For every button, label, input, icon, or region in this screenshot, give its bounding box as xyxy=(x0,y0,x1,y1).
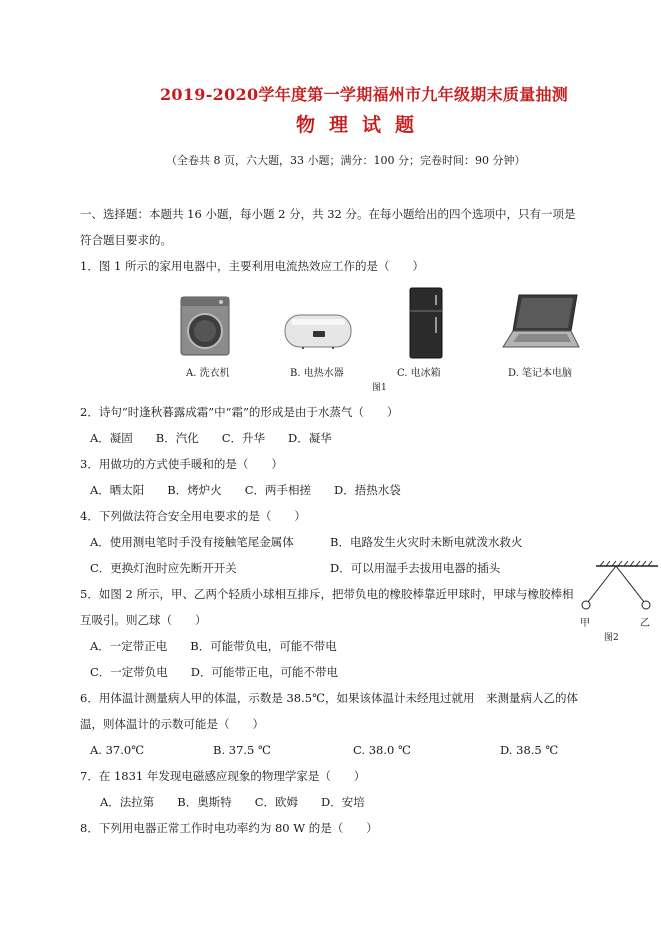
question-5-stem-2: 互吸引。则乙球（ ） xyxy=(80,613,207,627)
question-4-stem: 4．下列做法符合安全用电要求的是（ ） xyxy=(80,509,306,523)
question-6-option-c: C. 38.0 ℃ xyxy=(353,743,411,757)
laptop-image xyxy=(501,293,581,351)
exam-title: 2019-2020学年度第一学期福州市九年级期末质量抽测 xyxy=(160,85,569,104)
water-heater-image xyxy=(283,313,353,349)
subject-title: 物理试题 xyxy=(296,114,429,136)
question-7-stem: 7．在 1831 年发现电磁感应现象的物理学家是（ ） xyxy=(80,769,366,783)
section-intro-line2: 符合题目要求的。 xyxy=(80,233,172,247)
question-4-option-c: C．更换灯泡时应先断开开关 xyxy=(90,561,237,575)
question-3-stem: 3．用做功的方式使手暖和的是（ ） xyxy=(80,457,283,471)
figure-2-label: 图2 xyxy=(604,633,619,643)
question-3-options: A．晒太阳 B．烤炉火 C．两手相搓 D．捂热水袋 xyxy=(90,483,401,497)
question-6-option-d: D. 38.5 ℃ xyxy=(500,743,559,757)
ball-label-right: 乙 xyxy=(640,618,650,629)
question-6-option-b: B. 37.5 ℃ xyxy=(213,743,271,757)
question-2-options: A．凝固 B．汽化 C．升华 D．凝华 xyxy=(90,431,332,445)
question-8-stem: 8．下列用电器正常工作时电功率约为 80 W 的是（ ） xyxy=(80,821,378,835)
question-1-stem: 1．图 1 所示的家用电器中，主要利用电流热效应工作的是（ ） xyxy=(80,259,424,273)
question-6-option-a: A. 37.0℃ xyxy=(90,743,145,757)
ball-label-left: 甲 xyxy=(580,618,590,629)
q1-caption-c: C. 电冰箱 xyxy=(397,368,441,379)
question-4-option-a: A．使用测电笔时手没有接触笔尾金属体 xyxy=(90,535,294,549)
question-4-option-b: B．电路发生火灾时未断电就泼水救火 xyxy=(330,535,523,549)
question-5-stem-1: 5．如图 2 所示，甲、乙两个轻质小球相互排斥，把带负电的橡胶棒靠近甲球时，甲球与橡胶棒相 xyxy=(80,587,574,601)
question-5-options-cd: C．一定带负电 D．可能带正电，可能不带电 xyxy=(90,665,339,679)
question-5-options-ab: A．一定带正电 B．可能带负电，可能不带电 xyxy=(90,639,337,653)
figure-1-label: 图1 xyxy=(372,383,387,393)
refrigerator-image xyxy=(409,287,443,359)
exam-info: （全卷共 8 页，六大题，33 小题；满分：100 分；完卷时间：90 分钟） xyxy=(166,154,526,167)
question-7-options: A．法拉第 B．奥斯特 C．欧姆 D．安培 xyxy=(100,795,365,809)
question-6-stem-2: 温，则体温计的示数可能是（ ） xyxy=(80,717,264,731)
q1-caption-d: D. 笔记本电脑 xyxy=(508,368,573,379)
washing-machine-image xyxy=(180,296,230,356)
question-6-stem-1: 6．用体温计测量病人甲的体温，示数是 38.5℃，如果该体温计未经甩过就用 来测量病人乙的体 xyxy=(80,691,578,705)
q1-caption-a: A. 洗衣机 xyxy=(186,368,230,379)
question-2-stem: 2．诗句“时逢秋暮露成霜”中“霜”的形成是由于水蒸气（ ） xyxy=(80,405,399,419)
question-4-option-d: D．可以用湿手去拔用电器的插头 xyxy=(330,561,501,575)
q1-caption-b: B. 电热水器 xyxy=(290,368,344,379)
section-intro-line1: 一、选择题：本题共 16 小题，每小题 2 分，共 32 分。在每小题给出的四个选项中，只有一项是 xyxy=(80,207,576,221)
